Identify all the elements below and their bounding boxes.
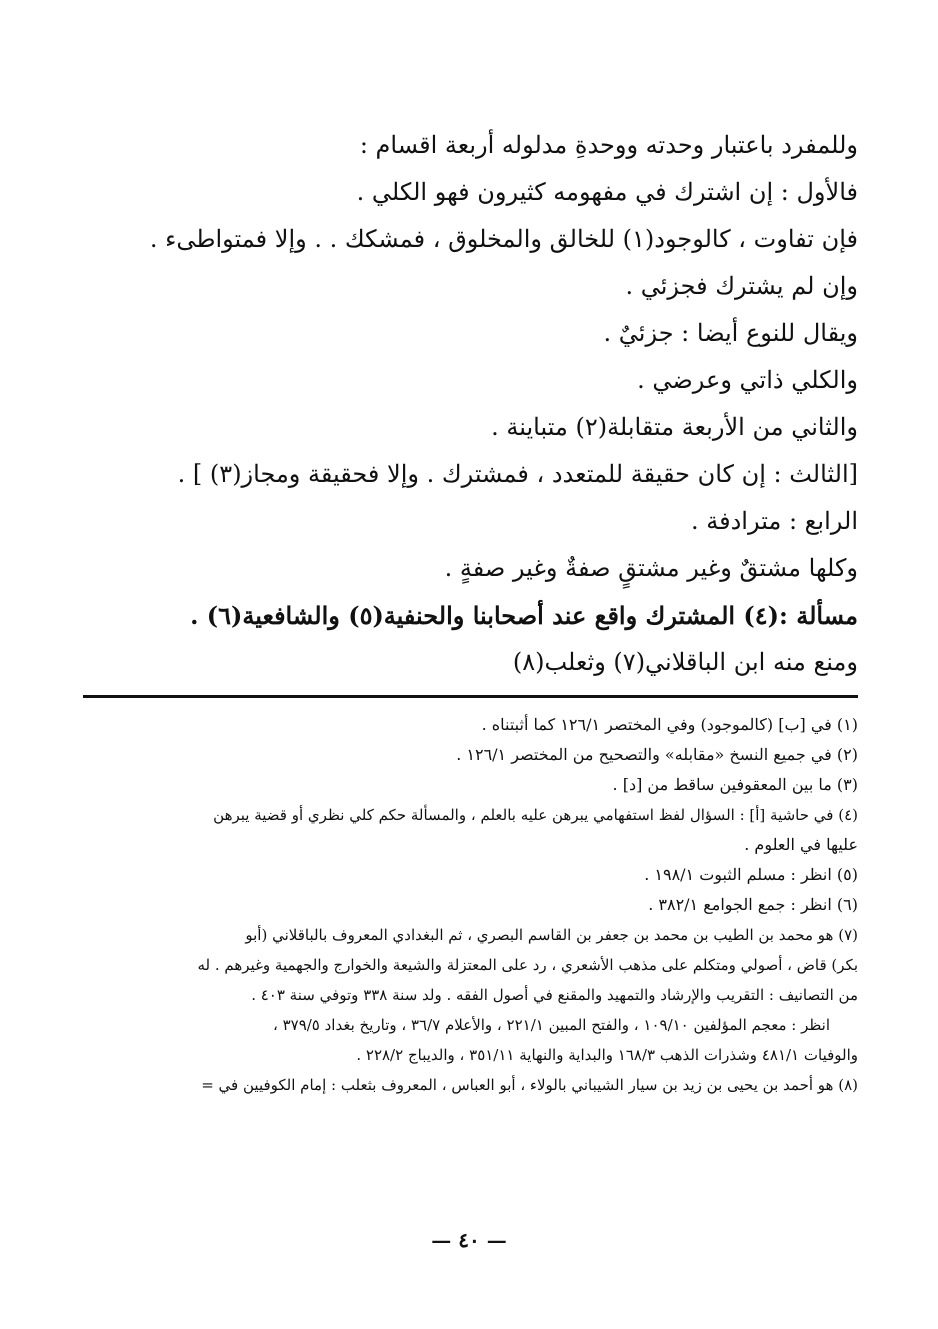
footnote-4: (٤) في حاشية [أ] : السؤال لفظ استفهامي يبرهن عليه بالعلم ، والمسألة حكم كلي نظري أو قضية يبرهن bbox=[213, 806, 858, 824]
main-line-5: ويقال للنوع أيضا : جزئيٌ . bbox=[603, 319, 858, 347]
footnote-7-sources: انظر : معجم المؤلفين ١٠٩/١٠ ، والفتح المبين ٢٢١/١ ، والأعلام ٣٦/٧ ، وتاريخ بغداد ٣٧٩/٥ ، bbox=[272, 1016, 830, 1034]
main-line-10: وكلها مشتقٌ وغير مشتقٍ صفةٌ وغير صفةٍ . bbox=[444, 554, 858, 582]
main-line-3: فإن تفاوت ، كالوجود(١) للخالق والمخلوق ، فمشكك . . وإلا فمتواطىء . bbox=[149, 225, 858, 253]
main-line-9: الرابع : مترادفة . bbox=[691, 507, 858, 535]
main-line-2: فالأول : إن اشترك في مفهومه كثيرون فهو الكلي . bbox=[356, 178, 858, 206]
main-line-11: مسألة :(٤) المشترك واقع عند أصحابنا والحنفية(٥) والشافعية(٦) . bbox=[190, 601, 858, 630]
footnotes bbox=[128, 710, 858, 1100]
footnote-2: (٢) في جميع النسخ «مقابله» والتصحيح من المختصر ١٢٦/١ . bbox=[456, 745, 858, 764]
page-number: — ٤٠ — bbox=[431, 1228, 507, 1252]
footnote-7-line-3: من التصانيف : التقريب والإرشاد والتمهيد والمقنع في أصول الفقه . ولد سنة ٣٣٨ وتوفي سنة ٤٠٣ . bbox=[251, 986, 858, 1004]
footnote-3: (٣) ما بين المعقوفين ساقط من [د] . bbox=[612, 775, 858, 794]
main-line-4: وإن لم يشترك فجزئي . bbox=[625, 272, 858, 300]
main-text bbox=[118, 122, 858, 686]
footnote-8: (٨) هو أحمد بن يحيى بن زيد بن سيار الشيباني بالولاء ، أبو العباس ، المعروف بثعلب : إمام الكوفيين في = bbox=[201, 1076, 858, 1094]
footnote-7-line-2: بكر) قاض ، أصولي ومتكلم على مذهب الأشعري ، رد على المعتزلة والشيعة والخوارج والجهمية وغيرهم . له bbox=[197, 956, 858, 974]
footnote-4-continued: عليها في العلوم . bbox=[744, 835, 858, 854]
main-line-12: ومنع منه ابن الباقلاني(٧) وثعلب(٨) bbox=[512, 648, 858, 676]
footnote-7: (٧) هو محمد بن الطيب بن محمد بن جعفر بن القاسم البصري ، ثم البغدادي المعروف بالباقلاني (أبو bbox=[245, 926, 858, 944]
main-line-7: والثاني من الأربعة متقابلة(٢) متباينة . bbox=[491, 413, 858, 441]
footnote-6: (٦) انظر : جمع الجوامع ٣٨٢/١ . bbox=[648, 895, 858, 914]
main-line-1: وللمفرد باعتبار وحدته ووحدةِ مدلوله أربعة اقسام : bbox=[359, 131, 858, 159]
footnote-7-sources-line-2: والوفيات ٤٨١/١ وشذرات الذهب ١٦٨/٣ والبداية والنهاية ٣٥١/١١ ، والديباج ٢٢٨/٢ . bbox=[356, 1046, 858, 1064]
footnote-1: (١) في [ب] (كالموجود) وفي المختصر ١٢٦/١ كما أثبتناه . bbox=[481, 715, 858, 734]
main-line-6: والكلي ذاتي وعرضي . bbox=[637, 366, 858, 394]
footnote-5: (٥) انظر : مسلم الثبوت ١٩٨/١ . bbox=[644, 865, 858, 884]
main-line-8: [الثالث : إن كان حقيقة للمتعدد ، فمشترك . وإلا فحقيقة ومجاز(٣) ] . bbox=[177, 460, 858, 488]
footnote-separator bbox=[83, 695, 858, 698]
